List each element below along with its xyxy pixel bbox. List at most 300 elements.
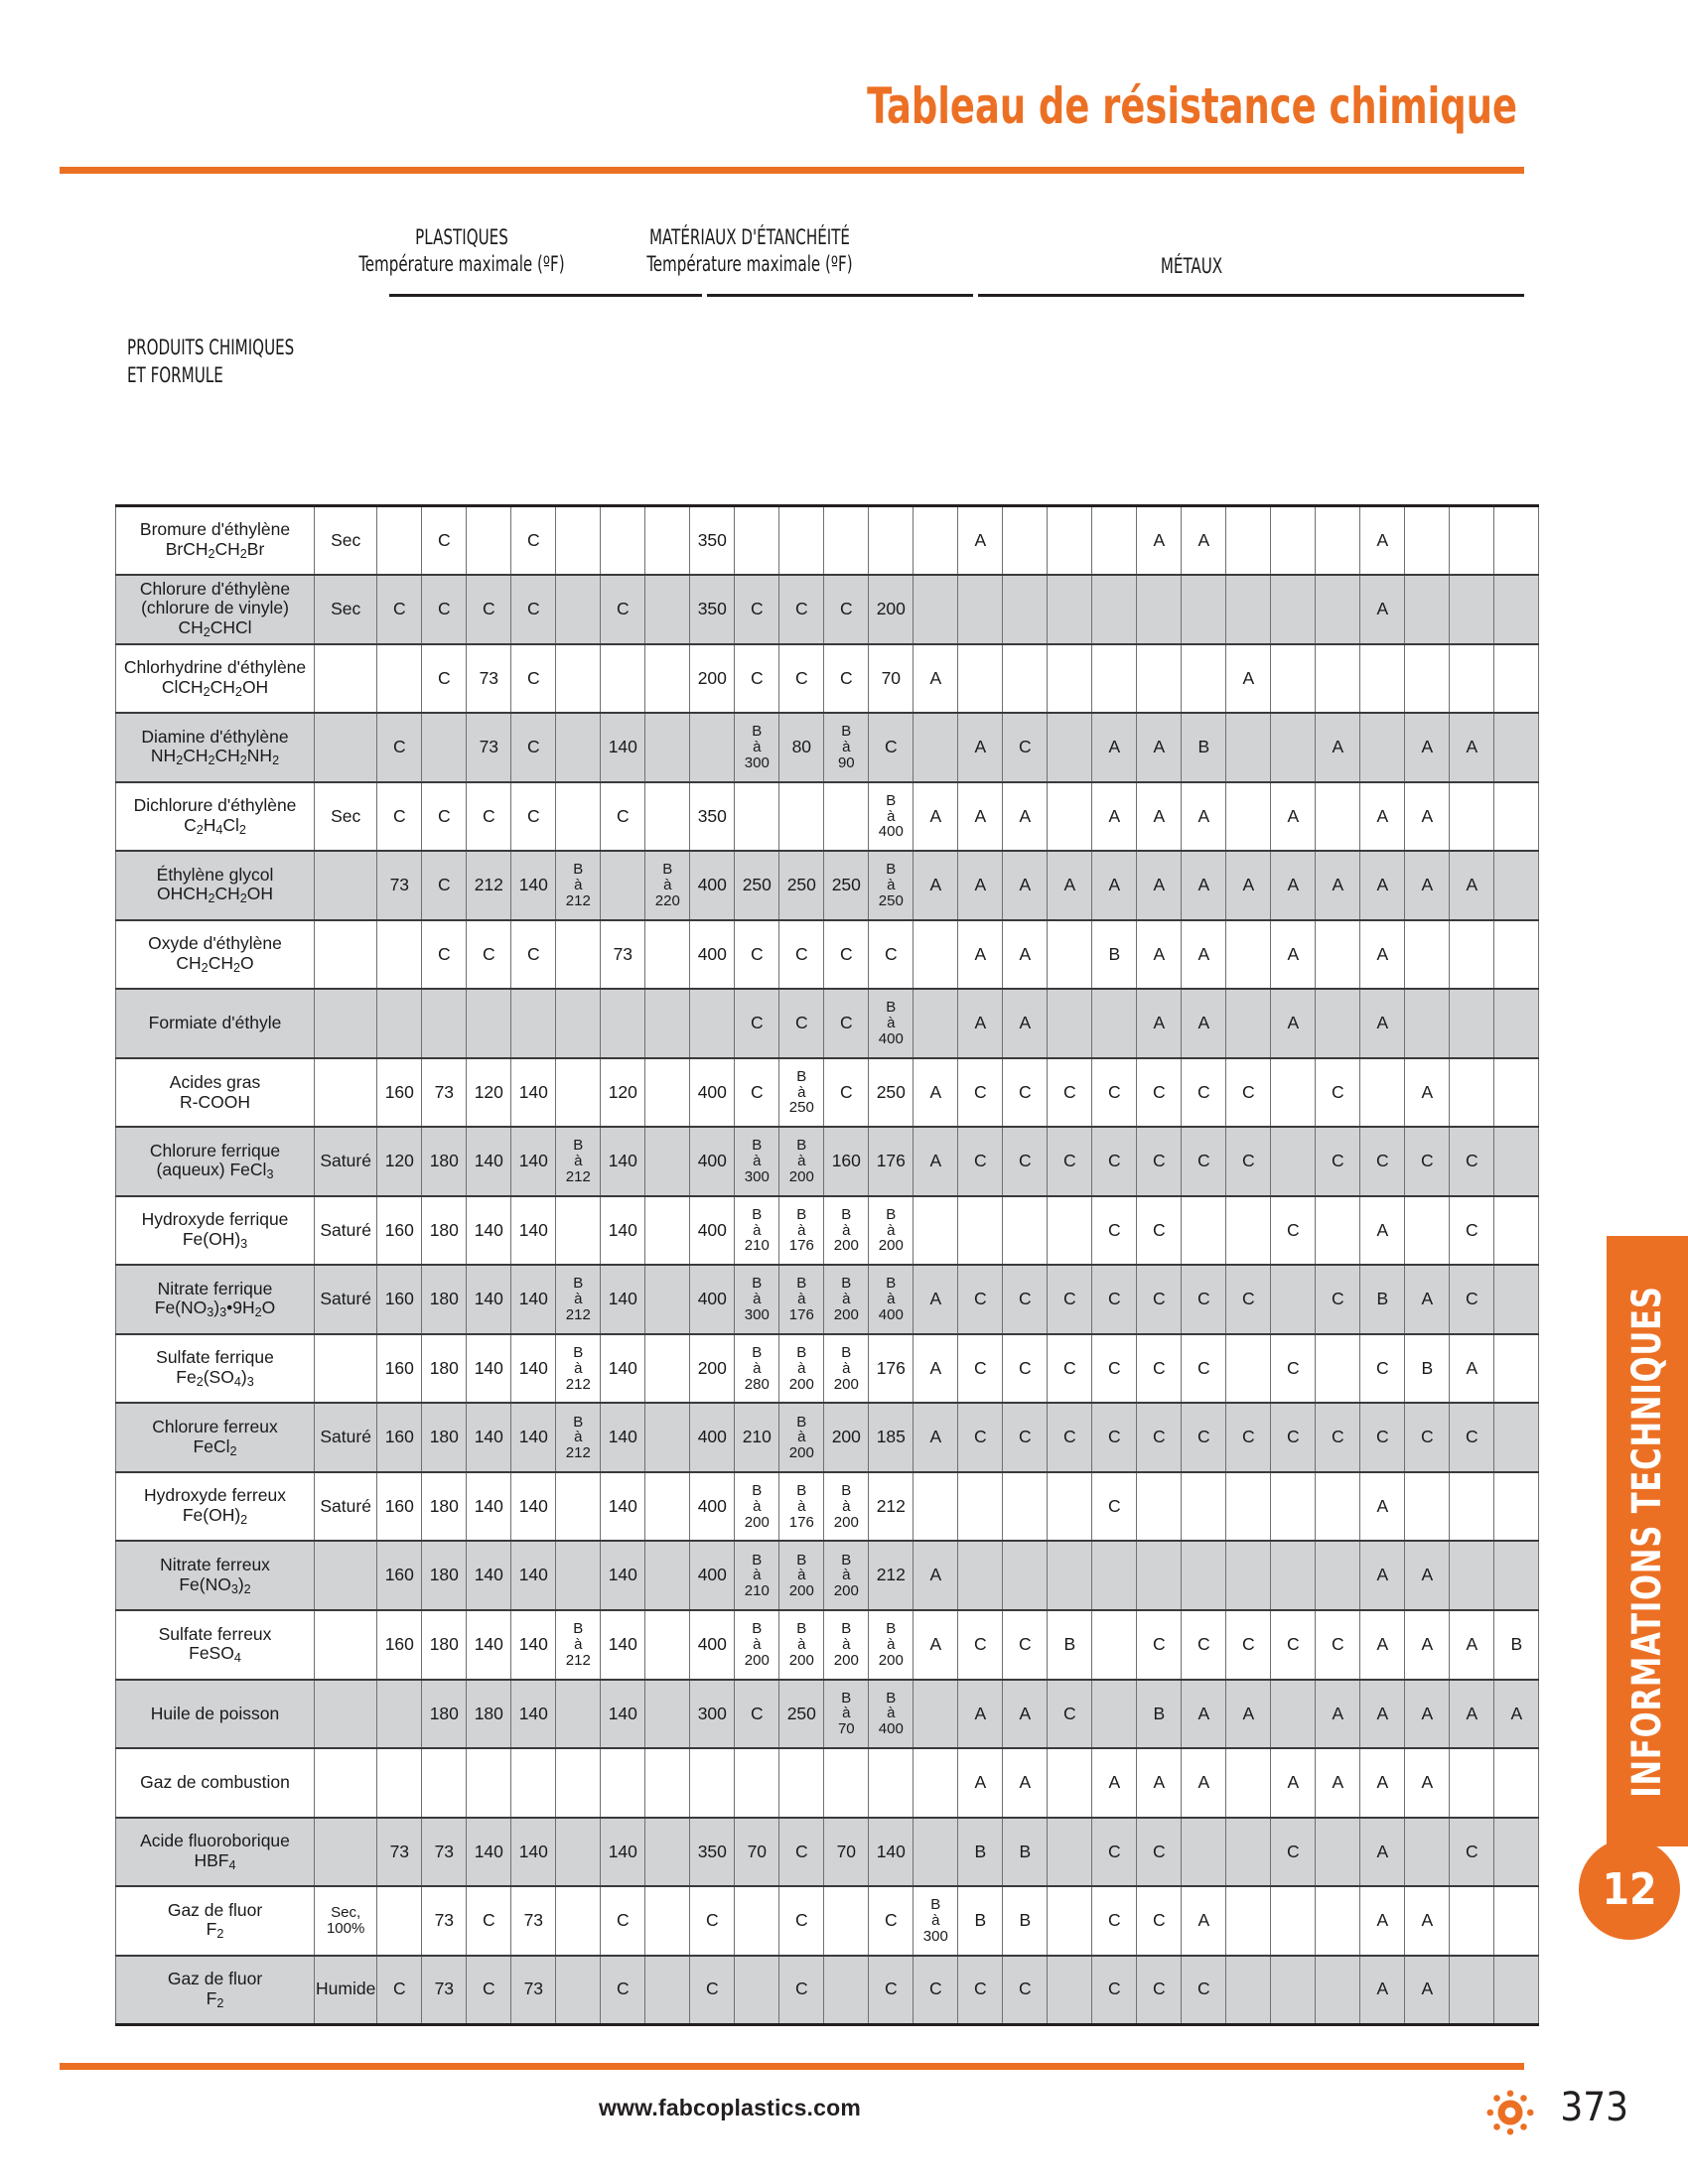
value-cell: 200 (869, 575, 914, 644)
chemical-name-cell (116, 782, 315, 852)
value-cell: A (1092, 782, 1137, 852)
value-cell: 140 (511, 1818, 556, 1887)
chemical-name-cell (116, 1334, 315, 1404)
fabco-logo-icon (1481, 2087, 1539, 2138)
value-cell: C (511, 506, 556, 576)
value-cell (645, 1334, 690, 1404)
table-row (116, 644, 1539, 714)
chemical-name: Hydroxyde ferrique (141, 1209, 289, 1230)
group-underline-metaux (978, 294, 1524, 297)
value-cell: A (958, 782, 1003, 852)
value-cell: A (1092, 851, 1137, 920)
value-cell (1048, 989, 1092, 1058)
value-cell (377, 989, 422, 1058)
chemical-name: Acide fluoroborique (140, 1831, 290, 1851)
value-cell: 120 (467, 1058, 511, 1128)
value-cell: A (1360, 1680, 1405, 1749)
group-underline-plastiques (389, 294, 702, 297)
value-cell: C (511, 713, 556, 782)
value-cell (601, 989, 645, 1058)
value-cell (1405, 989, 1450, 1058)
value-cell (690, 1748, 735, 1818)
value-cell (315, 1058, 377, 1128)
page-title: Tableau de résistance chimique (867, 77, 1517, 135)
value-cell: A (1003, 782, 1048, 852)
value-cell (556, 506, 601, 576)
value-cell (556, 1818, 601, 1887)
value-cell (1450, 1058, 1494, 1128)
value-cell: B à 400 (869, 1265, 914, 1334)
value-cell: C (958, 1334, 1003, 1404)
chemical-formula: $NH_2CH_2CH_2NH_2$ (150, 746, 280, 767)
value-cell (1494, 989, 1539, 1058)
value-cell: C (1048, 1680, 1092, 1749)
value-cell (1226, 713, 1271, 782)
chemical-name: Oxyde d'éthylène (148, 933, 282, 954)
chemical-name: Chlorhydrine d'éthylène (123, 657, 307, 678)
value-cell (1048, 506, 1092, 576)
value-cell (1048, 920, 1092, 990)
value-cell (914, 713, 958, 782)
value-cell: B (1003, 1886, 1048, 1956)
value-cell: C (1137, 1956, 1182, 2025)
value-cell (1450, 989, 1494, 1058)
value-cell (1360, 713, 1405, 782)
value-cell: 160 (377, 1265, 422, 1334)
value-cell (1271, 713, 1316, 782)
value-cell: 140 (467, 1196, 511, 1266)
value-cell: C (1271, 1818, 1316, 1887)
value-cell (735, 1748, 779, 1818)
value-cell (645, 782, 690, 852)
value-cell (735, 1956, 779, 2025)
value-cell: C (1450, 1818, 1494, 1887)
value-cell: A (1137, 506, 1182, 576)
value-cell (645, 1956, 690, 2025)
value-cell: 73 (422, 1058, 467, 1128)
value-cell (556, 644, 601, 714)
value-cell: 73 (511, 1886, 556, 1956)
value-cell: C (1450, 1403, 1494, 1472)
value-cell: C (1316, 1610, 1360, 1680)
value-cell (1316, 1956, 1360, 2025)
chemical-formula: $Fe(OH)_3$ (182, 1228, 248, 1251)
value-cell (315, 1610, 377, 1680)
value-cell: C (1405, 1403, 1450, 1472)
chemical-formula: $OHCH_2CH_2OH$ (156, 884, 274, 906)
chemical-formula: $F_2$ (206, 1987, 224, 2010)
value-cell: 80 (779, 713, 824, 782)
chemical-name: Nitrate ferreux (160, 1555, 270, 1574)
value-cell: A (1360, 782, 1405, 852)
value-cell: C (1003, 1610, 1048, 1680)
value-cell (1048, 713, 1092, 782)
footer-url[interactable]: www.fabcoplastics.com (598, 2095, 862, 2120)
value-cell: C (1092, 1196, 1137, 1266)
table-row (116, 713, 1539, 782)
value-cell (1494, 1403, 1539, 1472)
value-cell: 120 (601, 1058, 645, 1128)
value-cell (377, 1886, 422, 1956)
value-cell: A (1271, 1748, 1316, 1818)
chemical-name-cell (116, 989, 315, 1058)
chemical-name: Gaz de fluor (167, 1968, 263, 1988)
value-cell: C (779, 1818, 824, 1887)
table-row (116, 1127, 1539, 1196)
value-cell: B à 200 (824, 1610, 869, 1680)
value-cell: C (779, 575, 824, 644)
value-cell: A (914, 782, 958, 852)
value-cell: C (1092, 1058, 1137, 1128)
value-cell (1048, 782, 1092, 852)
value-cell (1003, 506, 1048, 576)
value-cell: C (1360, 1127, 1405, 1196)
value-cell: A (914, 1265, 958, 1334)
value-cell: 73 (422, 1956, 467, 2025)
value-cell: Sec (315, 506, 377, 576)
value-cell: C (690, 1886, 735, 1956)
value-cell: A (958, 989, 1003, 1058)
value-cell: A (1271, 851, 1316, 920)
value-cell: Sec (315, 575, 377, 644)
value-cell: C (422, 506, 467, 576)
value-cell (958, 1196, 1003, 1266)
value-cell: B (1137, 1680, 1182, 1749)
value-cell: C (1048, 1058, 1092, 1128)
value-cell: 180 (422, 1196, 467, 1266)
value-cell (1316, 506, 1360, 576)
value-cell: A (1360, 1610, 1405, 1680)
value-cell (914, 1196, 958, 1266)
value-cell: C (1137, 1818, 1182, 1887)
chemical-name-cell (116, 1127, 315, 1196)
value-cell (1494, 1818, 1539, 1887)
group-caption-line2: Température maximale (ºF) (358, 252, 565, 277)
value-cell (914, 920, 958, 990)
value-cell (556, 1472, 601, 1542)
value-cell: A (1405, 1680, 1450, 1749)
value-cell (1003, 1196, 1048, 1266)
value-cell: 70 (824, 1818, 869, 1887)
value-cell: 120 (377, 1127, 422, 1196)
value-cell: C (824, 575, 869, 644)
value-cell: A (1271, 782, 1316, 852)
chemical-name-cell (116, 851, 315, 920)
value-cell: B à 210 (735, 1196, 779, 1266)
value-cell: B à 200 (869, 1196, 914, 1266)
value-cell: 350 (690, 575, 735, 644)
value-cell: B à 280 (735, 1334, 779, 1404)
value-cell: 140 (511, 1127, 556, 1196)
section-tab (1607, 1236, 1688, 1846)
value-cell (869, 1748, 914, 1818)
value-cell: Humide (315, 1956, 377, 2025)
value-cell (1405, 506, 1450, 576)
value-cell: A (1360, 1818, 1405, 1887)
value-cell: C (511, 920, 556, 990)
group-caption-line1: MATÉRIAUX D'ÉTANCHÉITÉ (649, 225, 850, 249)
value-cell: A (1405, 713, 1450, 782)
value-cell (1405, 1472, 1450, 1542)
value-cell (422, 713, 467, 782)
value-cell: C (377, 782, 422, 852)
chemical-name: Chlorure ferreux (152, 1416, 278, 1436)
value-cell: 180 (422, 1265, 467, 1334)
value-cell (645, 1058, 690, 1128)
value-cell (1048, 1818, 1092, 1887)
value-cell: A (914, 1610, 958, 1680)
value-cell: B à 200 (779, 1334, 824, 1404)
value-cell: C (1003, 1127, 1048, 1196)
value-cell: A (1316, 1748, 1360, 1818)
value-cell: 180 (422, 1403, 467, 1472)
value-cell (914, 1472, 958, 1542)
value-cell: 160 (377, 1541, 422, 1610)
value-cell: C (1092, 1265, 1137, 1334)
chemical-name: Diamine d'éthylène (141, 726, 289, 747)
value-cell (601, 506, 645, 576)
value-cell: C (1003, 713, 1048, 782)
value-cell: A (1092, 713, 1137, 782)
chemical-formula: $ClCH_2CH_2OH$ (161, 676, 269, 699)
value-cell (958, 1541, 1003, 1610)
value-cell: Sec, 100% (315, 1886, 377, 1956)
table-row (116, 1196, 1539, 1266)
value-cell (1137, 575, 1182, 644)
value-cell: C (1092, 1403, 1137, 1472)
value-cell: C (735, 1058, 779, 1128)
value-cell (1182, 1818, 1226, 1887)
value-cell (1494, 1058, 1539, 1128)
value-cell: C (1048, 1127, 1092, 1196)
stub-title (127, 334, 336, 390)
value-cell: C (690, 1956, 735, 2025)
value-cell: 140 (511, 1610, 556, 1680)
value-cell: C (1137, 1334, 1182, 1404)
value-cell (1048, 1748, 1092, 1818)
value-cell (645, 1886, 690, 1956)
value-cell: C (958, 1127, 1003, 1196)
value-cell: A (1137, 989, 1182, 1058)
value-cell: C (1003, 1956, 1048, 2025)
value-cell (1405, 575, 1450, 644)
value-cell (1271, 1541, 1316, 1610)
value-cell: C (1226, 1610, 1271, 1680)
value-cell: A (914, 1541, 958, 1610)
value-cell: A (1003, 851, 1048, 920)
value-cell: 140 (467, 1818, 511, 1887)
chemical-formula: $Fe(NO_3)_3•9H_2O$ (154, 1297, 276, 1320)
value-cell: C (422, 575, 467, 644)
value-cell (869, 506, 914, 576)
table-row (116, 1748, 1539, 1818)
value-cell: C (467, 782, 511, 852)
value-cell: A (1226, 644, 1271, 714)
value-cell: C (467, 1886, 511, 1956)
value-cell (914, 1680, 958, 1749)
chemical-formula: $Fe(OH)_2$ (182, 1505, 248, 1527)
value-cell (377, 644, 422, 714)
value-cell (645, 1403, 690, 1472)
value-cell: A (914, 1058, 958, 1128)
value-cell: B (1182, 713, 1226, 782)
value-cell: C (958, 1956, 1003, 2025)
value-cell (556, 1058, 601, 1128)
value-cell: C (1048, 1265, 1092, 1334)
value-cell (1048, 1541, 1092, 1610)
value-cell: C (377, 1956, 422, 2025)
value-cell (1494, 713, 1539, 782)
value-cell: 400 (690, 1541, 735, 1610)
value-cell: A (1271, 920, 1316, 990)
value-cell (1494, 1886, 1539, 1956)
value-cell (958, 644, 1003, 714)
value-cell: C (467, 1956, 511, 2025)
value-cell: C (1137, 1265, 1182, 1334)
value-cell (1137, 1472, 1182, 1542)
value-cell: 140 (601, 1472, 645, 1542)
value-cell: B à 200 (824, 1334, 869, 1404)
value-cell: C (377, 713, 422, 782)
value-cell: C (511, 782, 556, 852)
value-cell: 140 (511, 1472, 556, 1542)
value-cell (377, 1680, 422, 1749)
value-cell (1316, 1886, 1360, 1956)
value-cell: 73 (377, 851, 422, 920)
value-cell (1316, 989, 1360, 1058)
value-cell: A (1405, 1265, 1450, 1334)
value-cell: 140 (467, 1541, 511, 1610)
value-cell (1226, 920, 1271, 990)
value-cell (377, 506, 422, 576)
value-cell: A (1316, 713, 1360, 782)
value-cell (1182, 644, 1226, 714)
table-row (116, 989, 1539, 1058)
value-cell: 140 (467, 1334, 511, 1404)
value-cell (1048, 1886, 1092, 1956)
table-row (116, 506, 1539, 576)
value-cell: 140 (601, 713, 645, 782)
value-cell: 70 (869, 644, 914, 714)
value-cell: A (1182, 851, 1226, 920)
value-cell: B à 400 (869, 782, 914, 852)
value-cell: A (1405, 782, 1450, 852)
value-cell: B à 176 (779, 1472, 824, 1542)
value-cell: C (1003, 1403, 1048, 1472)
value-cell (824, 1886, 869, 1956)
value-cell: A (1182, 920, 1226, 990)
chemical-name-cell (116, 713, 315, 782)
value-cell (1316, 1196, 1360, 1266)
value-cell (1226, 1886, 1271, 1956)
value-cell: C (1182, 1058, 1226, 1128)
value-cell: A (1360, 506, 1405, 576)
value-cell: 73 (467, 644, 511, 714)
chemical-name: Hydroxyde ferreux (144, 1485, 286, 1506)
value-cell: 350 (690, 1818, 735, 1887)
value-cell: 140 (511, 1058, 556, 1128)
value-cell: C (1316, 1265, 1360, 1334)
value-cell: A (1182, 1748, 1226, 1818)
chemical-name-cell (116, 1541, 315, 1610)
value-cell: A (1405, 851, 1450, 920)
value-cell (1405, 1818, 1450, 1887)
value-cell (1494, 1196, 1539, 1266)
value-cell: C (511, 644, 556, 714)
value-cell: Saturé (315, 1127, 377, 1196)
value-cell: A (914, 1127, 958, 1196)
value-cell: B à 200 (824, 1265, 869, 1334)
value-cell (1226, 989, 1271, 1058)
value-cell (1271, 1265, 1316, 1334)
value-cell (1226, 1956, 1271, 2025)
value-cell (1182, 575, 1226, 644)
value-cell (1316, 1334, 1360, 1404)
value-cell: C (1182, 1403, 1226, 1472)
value-cell: C (422, 644, 467, 714)
value-cell: 140 (511, 1541, 556, 1610)
value-cell (1048, 1472, 1092, 1542)
value-cell: 140 (511, 1334, 556, 1404)
value-cell (914, 1818, 958, 1887)
value-cell: A (1450, 851, 1494, 920)
header-rule (60, 167, 1524, 174)
chemical-name: Gaz de combustion (140, 1772, 290, 1793)
value-cell: C (824, 989, 869, 1058)
value-cell: Saturé (315, 1403, 377, 1472)
table-row (116, 920, 1539, 990)
value-cell: B (1003, 1818, 1048, 1887)
value-cell (315, 644, 377, 714)
value-cell: 180 (422, 1610, 467, 1680)
value-cell: C (422, 782, 467, 852)
value-cell: C (1405, 1127, 1450, 1196)
table-row (116, 1403, 1539, 1472)
value-cell: B à 212 (556, 1127, 601, 1196)
value-cell (511, 989, 556, 1058)
value-cell: B à 400 (869, 1680, 914, 1749)
value-cell: A (1271, 989, 1316, 1058)
value-cell: A (1360, 851, 1405, 920)
table-row (116, 1265, 1539, 1334)
value-cell (1450, 1541, 1494, 1610)
value-cell: 300 (690, 1680, 735, 1749)
value-cell (315, 920, 377, 990)
value-cell: 350 (690, 506, 735, 576)
value-cell: C (1003, 1265, 1048, 1334)
value-cell: C (779, 989, 824, 1058)
value-cell (1271, 1680, 1316, 1749)
chemical-name: Sulfate ferrique (156, 1347, 274, 1368)
chemical-name-cell (116, 1265, 315, 1334)
value-cell: A (1360, 1886, 1405, 1956)
value-cell: A (1360, 1956, 1405, 2025)
value-cell (735, 782, 779, 852)
value-cell: B à 90 (824, 713, 869, 782)
value-cell: A (1405, 1748, 1450, 1818)
value-cell: C (1226, 1127, 1271, 1196)
value-cell: A (1360, 1196, 1405, 1266)
footer-rule (60, 2063, 1524, 2070)
chemical-name-cell (116, 644, 315, 714)
value-cell: C (467, 575, 511, 644)
column-header-cuivre (0, 2117, 1522, 2184)
chemical-name-cell (116, 1403, 315, 1472)
value-cell (1226, 782, 1271, 852)
value-cell (1182, 1196, 1226, 1266)
stub-line2: ET FORMULE (127, 363, 223, 388)
value-cell (556, 713, 601, 782)
